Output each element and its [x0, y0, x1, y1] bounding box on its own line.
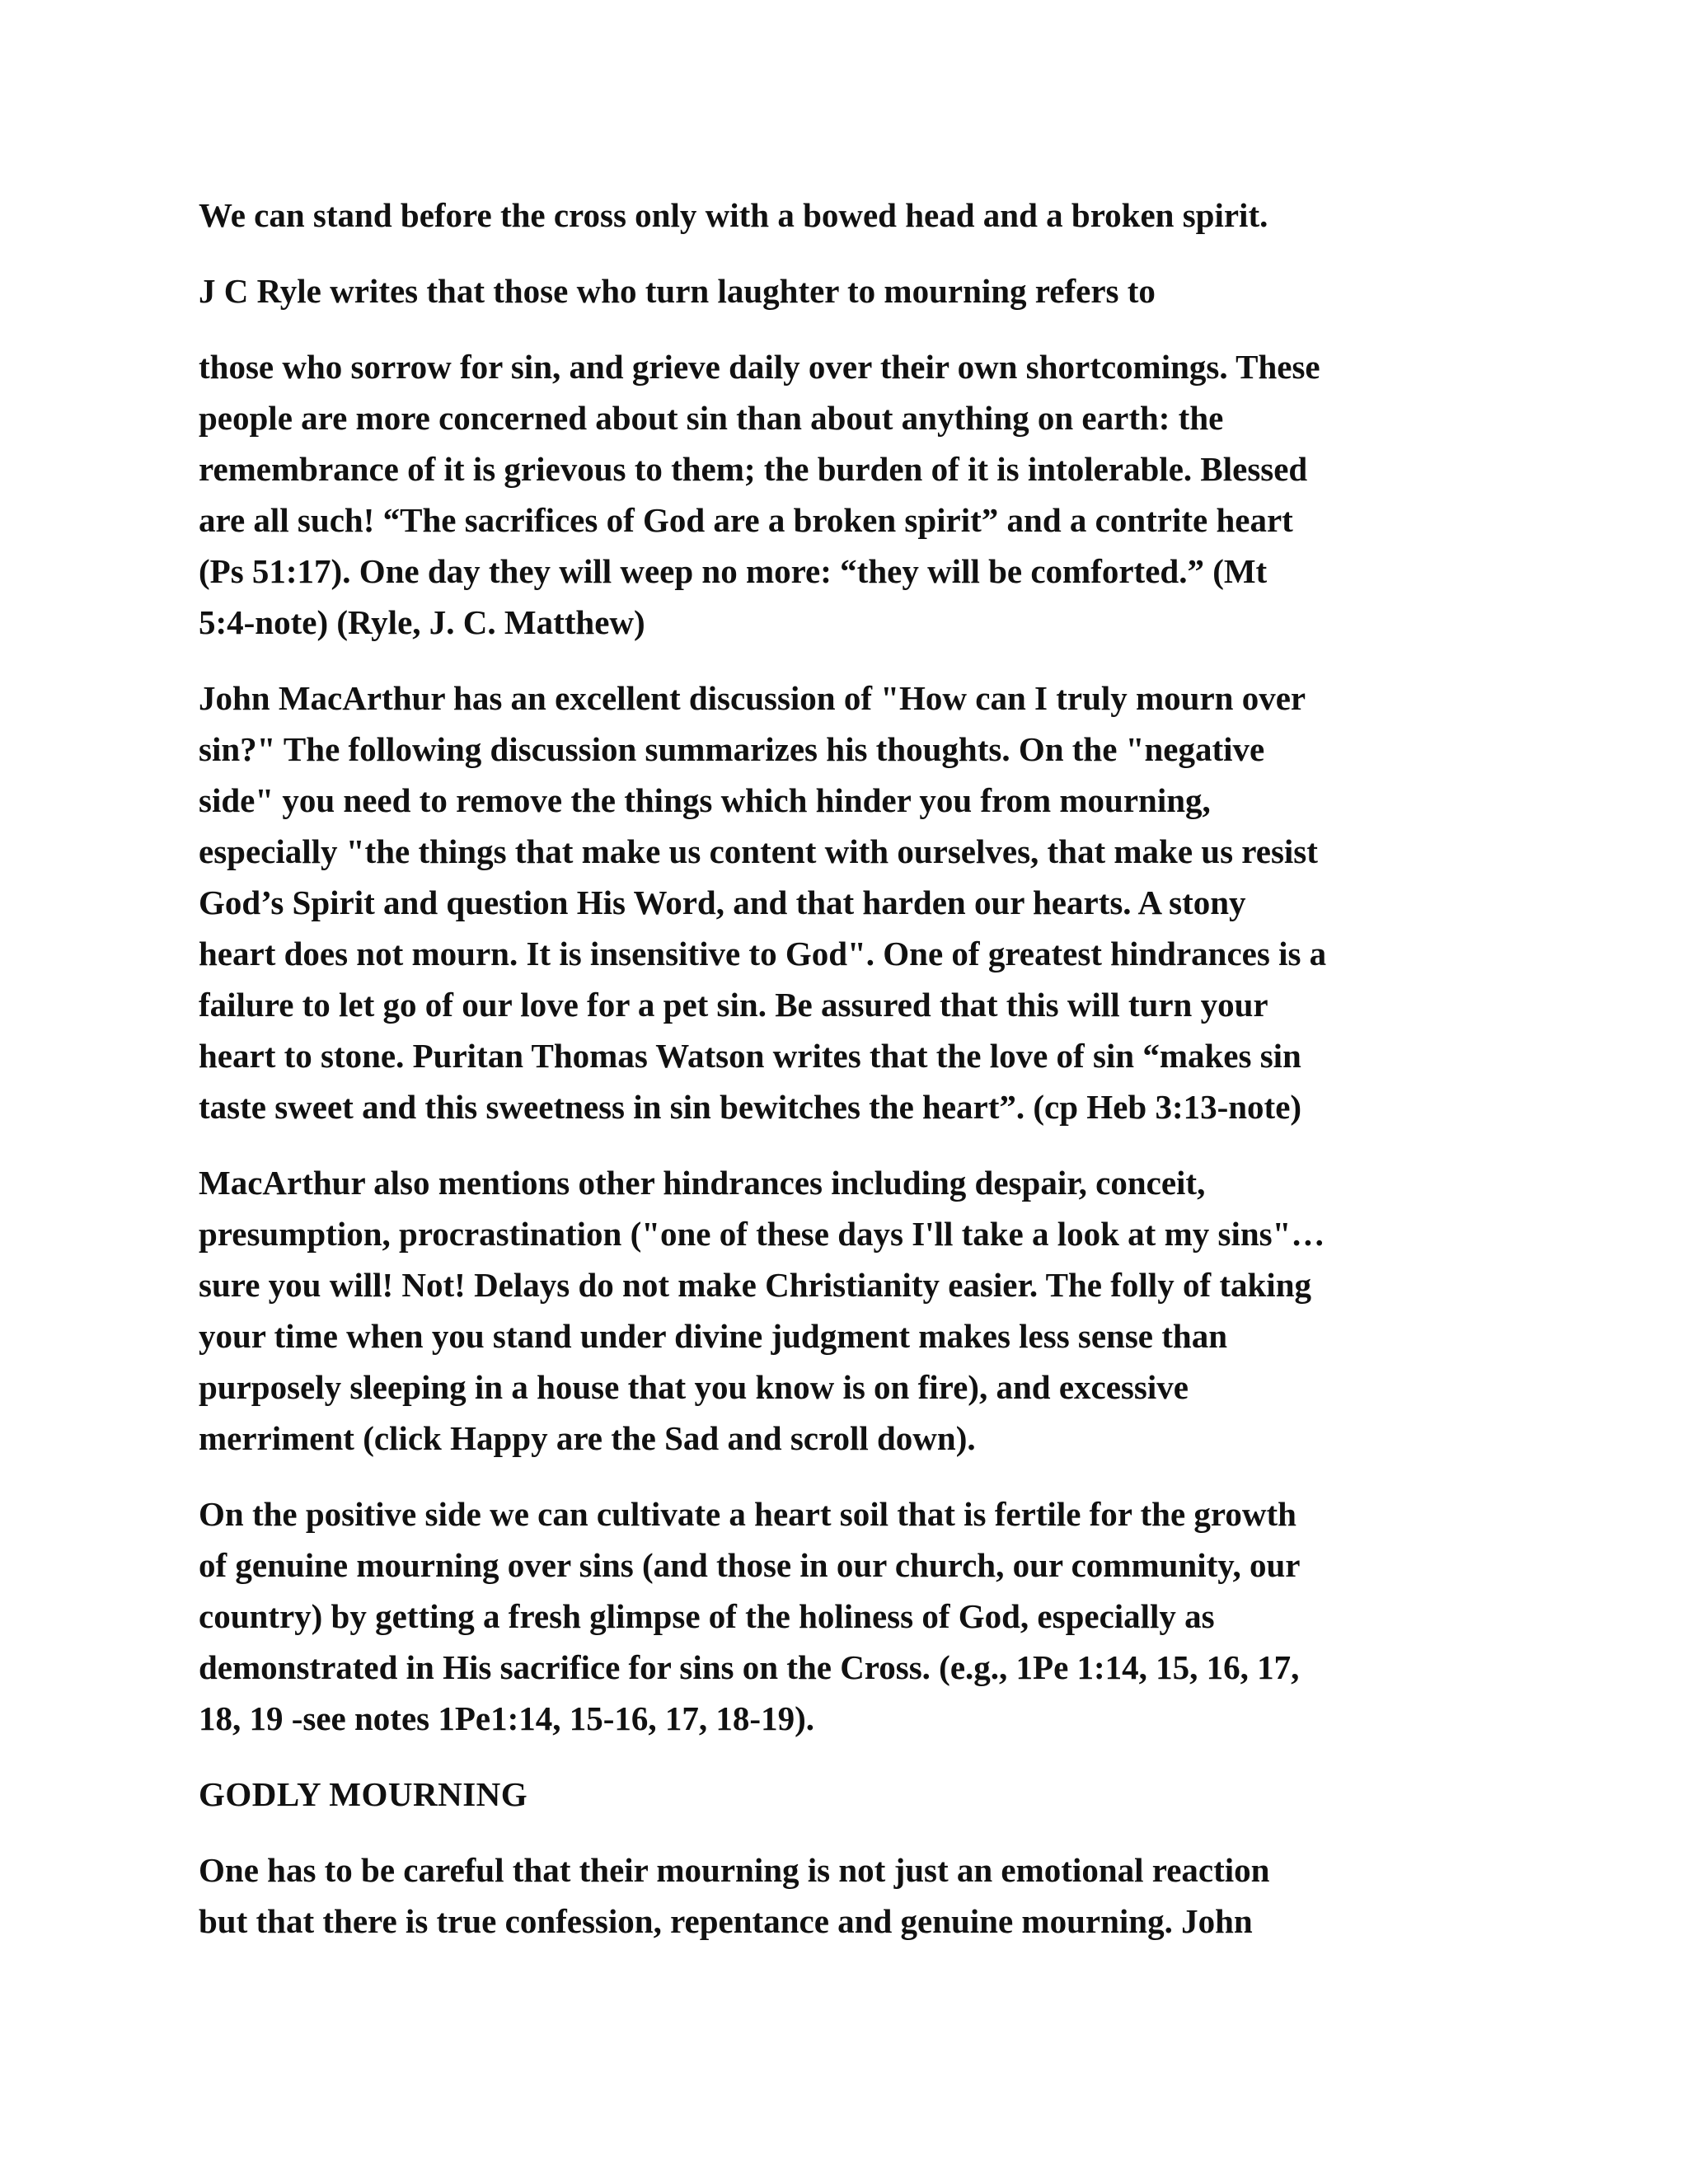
- document-page: [199, 190, 1501, 1971]
- text-line: 5:4-note) (Ryle, J. C. Matthew): [199, 603, 645, 641]
- text-line: country) by getting a fresh glimpse of the holiness of God, especially as: [199, 1597, 1215, 1635]
- section-heading: GODLY MOURNING: [199, 1775, 528, 1813]
- paragraph-hindrances: [199, 1157, 1501, 1464]
- text-line: presumption, procrastination ("one of these days I'll take a look at my sins"…: [199, 1215, 1325, 1253]
- text-line: those who sorrow for sin, and grieve daily over their own shortcomings. These: [199, 348, 1320, 386]
- text-line: heart does not mourn. It is insensitive to God". One of greatest hindrances is a: [199, 935, 1327, 972]
- paragraph-cross: [199, 190, 1501, 241]
- text-line: (Ps 51:17). One day they will weep no more: “they will be comforted.” (Mt: [199, 552, 1268, 590]
- text-line: On the positive side we can cultivate a heart soil that is fertile for the growth: [199, 1495, 1296, 1533]
- text-line: sin?" The following discussion summarizes his thoughts. On the "negative: [199, 730, 1265, 768]
- text-line: side" you need to remove the things which hinder you from mourning,: [199, 781, 1211, 819]
- text-line: John MacArthur has an excellent discussion of "How can I truly mourn over: [199, 679, 1306, 717]
- text-line: of genuine mourning over sins (and those in our church, our community, our: [199, 1546, 1301, 1584]
- paragraph-closing: [199, 1844, 1501, 1947]
- paragraph-ryle-intro: [199, 265, 1501, 316]
- text-line: your time when you stand under divine judgment makes less sense than: [199, 1317, 1228, 1355]
- text-line: are all such! “The sacrifices of God are a broken spirit” and a contrite heart: [199, 501, 1293, 539]
- text-line: merriment (click Happy are the Sad and scroll down).: [199, 1419, 976, 1457]
- text-line: especially "the things that make us content with ourselves, that make us resist: [199, 832, 1318, 870]
- text-line: J C Ryle writes that those who turn laughter to mourning refers to: [199, 272, 1156, 310]
- paragraph-macarthur-discussion: [199, 673, 1501, 1132]
- text-line: people are more concerned about sin than about anything on earth: the: [199, 399, 1224, 437]
- text-line: We can stand before the cross only with a bowed head and a broken spirit.: [199, 196, 1268, 234]
- text-line: purposely sleeping in a house that you know is on fire), and excessive: [199, 1368, 1189, 1406]
- text-line: heart to stone. Puritan Thomas Watson writes that the love of sin “makes sin: [199, 1037, 1301, 1075]
- paragraph-positive-side: [199, 1488, 1501, 1744]
- text-line: demonstrated in His sacrifice for sins on the Cross. (e.g., 1Pe 1:14, 15, 16, 17,: [199, 1648, 1300, 1686]
- text-line: 18, 19 -see notes 1Pe1:14, 15-16, 17, 18-19).: [199, 1699, 814, 1737]
- text-line: taste sweet and this sweetness in sin bewitches the heart”. (cp Heb 3:13-note): [199, 1088, 1302, 1126]
- text-line: God’s Spirit and question His Word, and that harden our hearts. A stony: [199, 883, 1246, 921]
- paragraph-ryle-quote: [199, 341, 1501, 648]
- text-line: remembrance of it is grievous to them; the burden of it is intolerable. Blessed: [199, 450, 1308, 488]
- text-line: MacArthur also mentions other hindrances including despair, conceit,: [199, 1164, 1206, 1202]
- text-line: One has to be careful that their mourning is not just an emotional reaction: [199, 1851, 1270, 1889]
- text-line: sure you will! Not! Delays do not make Christianity easier. The folly of taking: [199, 1266, 1311, 1304]
- text-line: but that there is true confession, repentance and genuine mourning. John: [199, 1902, 1253, 1940]
- text-line: failure to let go of our love for a pet sin. Be assured that this will turn your: [199, 986, 1268, 1024]
